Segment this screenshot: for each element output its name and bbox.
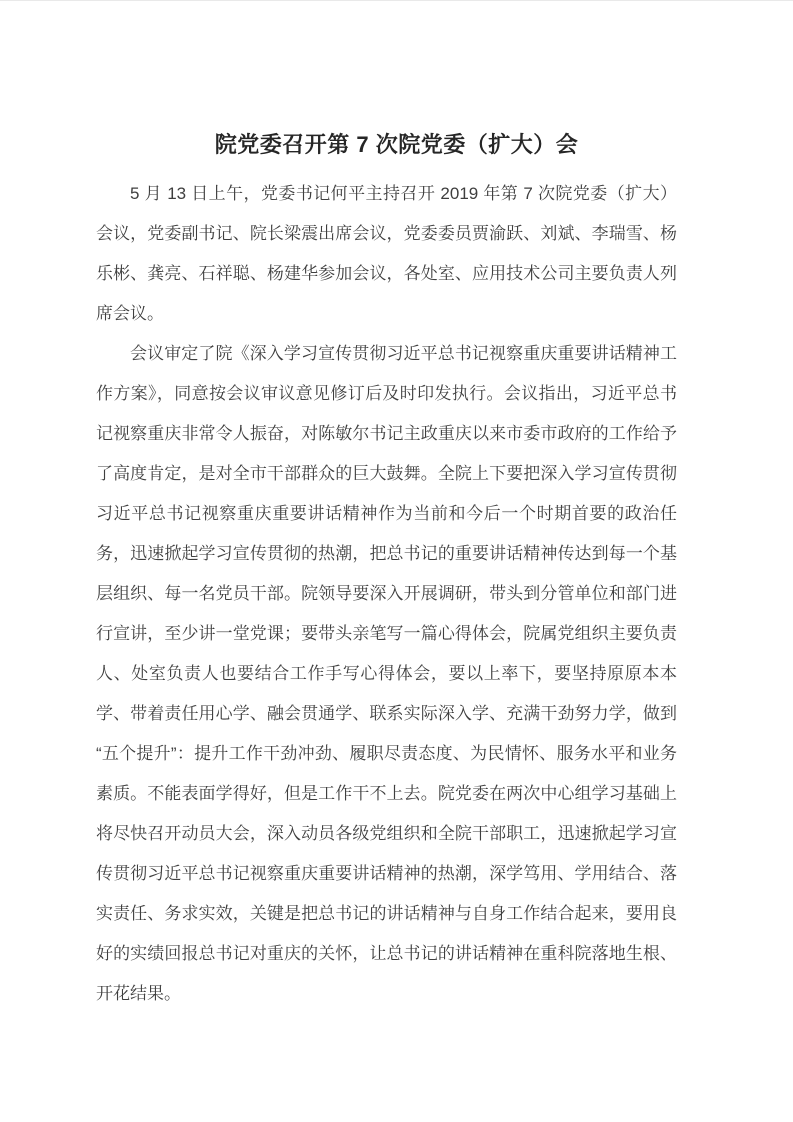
document-title: 院党委召开第 7 次院党委（扩大）会 xyxy=(214,132,579,157)
paragraph: 会议审定了院《深入学习宣传贯彻习近平总书记视察重庆重要讲话精神工作方案》，同意按会议审议意见修订后及时印发执行。会议指出，习近平总书记视察重庆非常令人振奋，对陈敏尔书记主政重庆以来市委市政府的工作给予了高度肯定，是对全市干部群众的巨大鼓舞。全院上下要把深入学习宣传贯彻习近平总书记视察重庆重要讲话精神作为当前和今后一个时期首要的政治任务，迅速掀起学习宣传贯彻的热潮，把总书记的重要讲话精神传达到每一个基层组织、每一名党员干部。院领导要深入开展调研，带头到分管单位和部门进行宣讲，至少讲一堂党课；要带头亲笔写一篇心得体会，院属党组织主要负责人、处室负责人也要结合工作手写心得体会，要以上率下，要坚持原原本本学、带着责任用心学、融会贯通学、联系实际深入学、充满干劲努力学，做到“五个提升”：提升工作干劲冲劲、履职尽责态度、为民情怀、服务水平和业务素质。不能表面学得好，但是工作干不上去。院党委在两次中心组学习基础上将尽快召开动员大会，深入动员各级党组织和全院干部职工，迅速掀起学习宣传贯彻习近平总书记视察重庆重要讲话精神的热潮，深学笃用、学用结合、落实责任、务求实效，关键是把总书记的讲话精神与自身工作结合起来，要用良好的实绩回报总书记对重庆的关怀，让总书记的讲话精神在重科院落地生根、开花结果。 xyxy=(96,344,677,1003)
document-body xyxy=(0,174,793,1014)
paragraph: 5 月 13 日上午，党委书记何平主持召开 2019 年第 7 次院党委（扩大）会议，党委副书记、院长梁震出席会议，党委委员贾渝跃、刘斌、李瑞雪、杨乐彬、龚亮、石祥聪、杨建华参加会议，各处室、应用技术公司主要负责人列席会议。 xyxy=(96,184,677,323)
